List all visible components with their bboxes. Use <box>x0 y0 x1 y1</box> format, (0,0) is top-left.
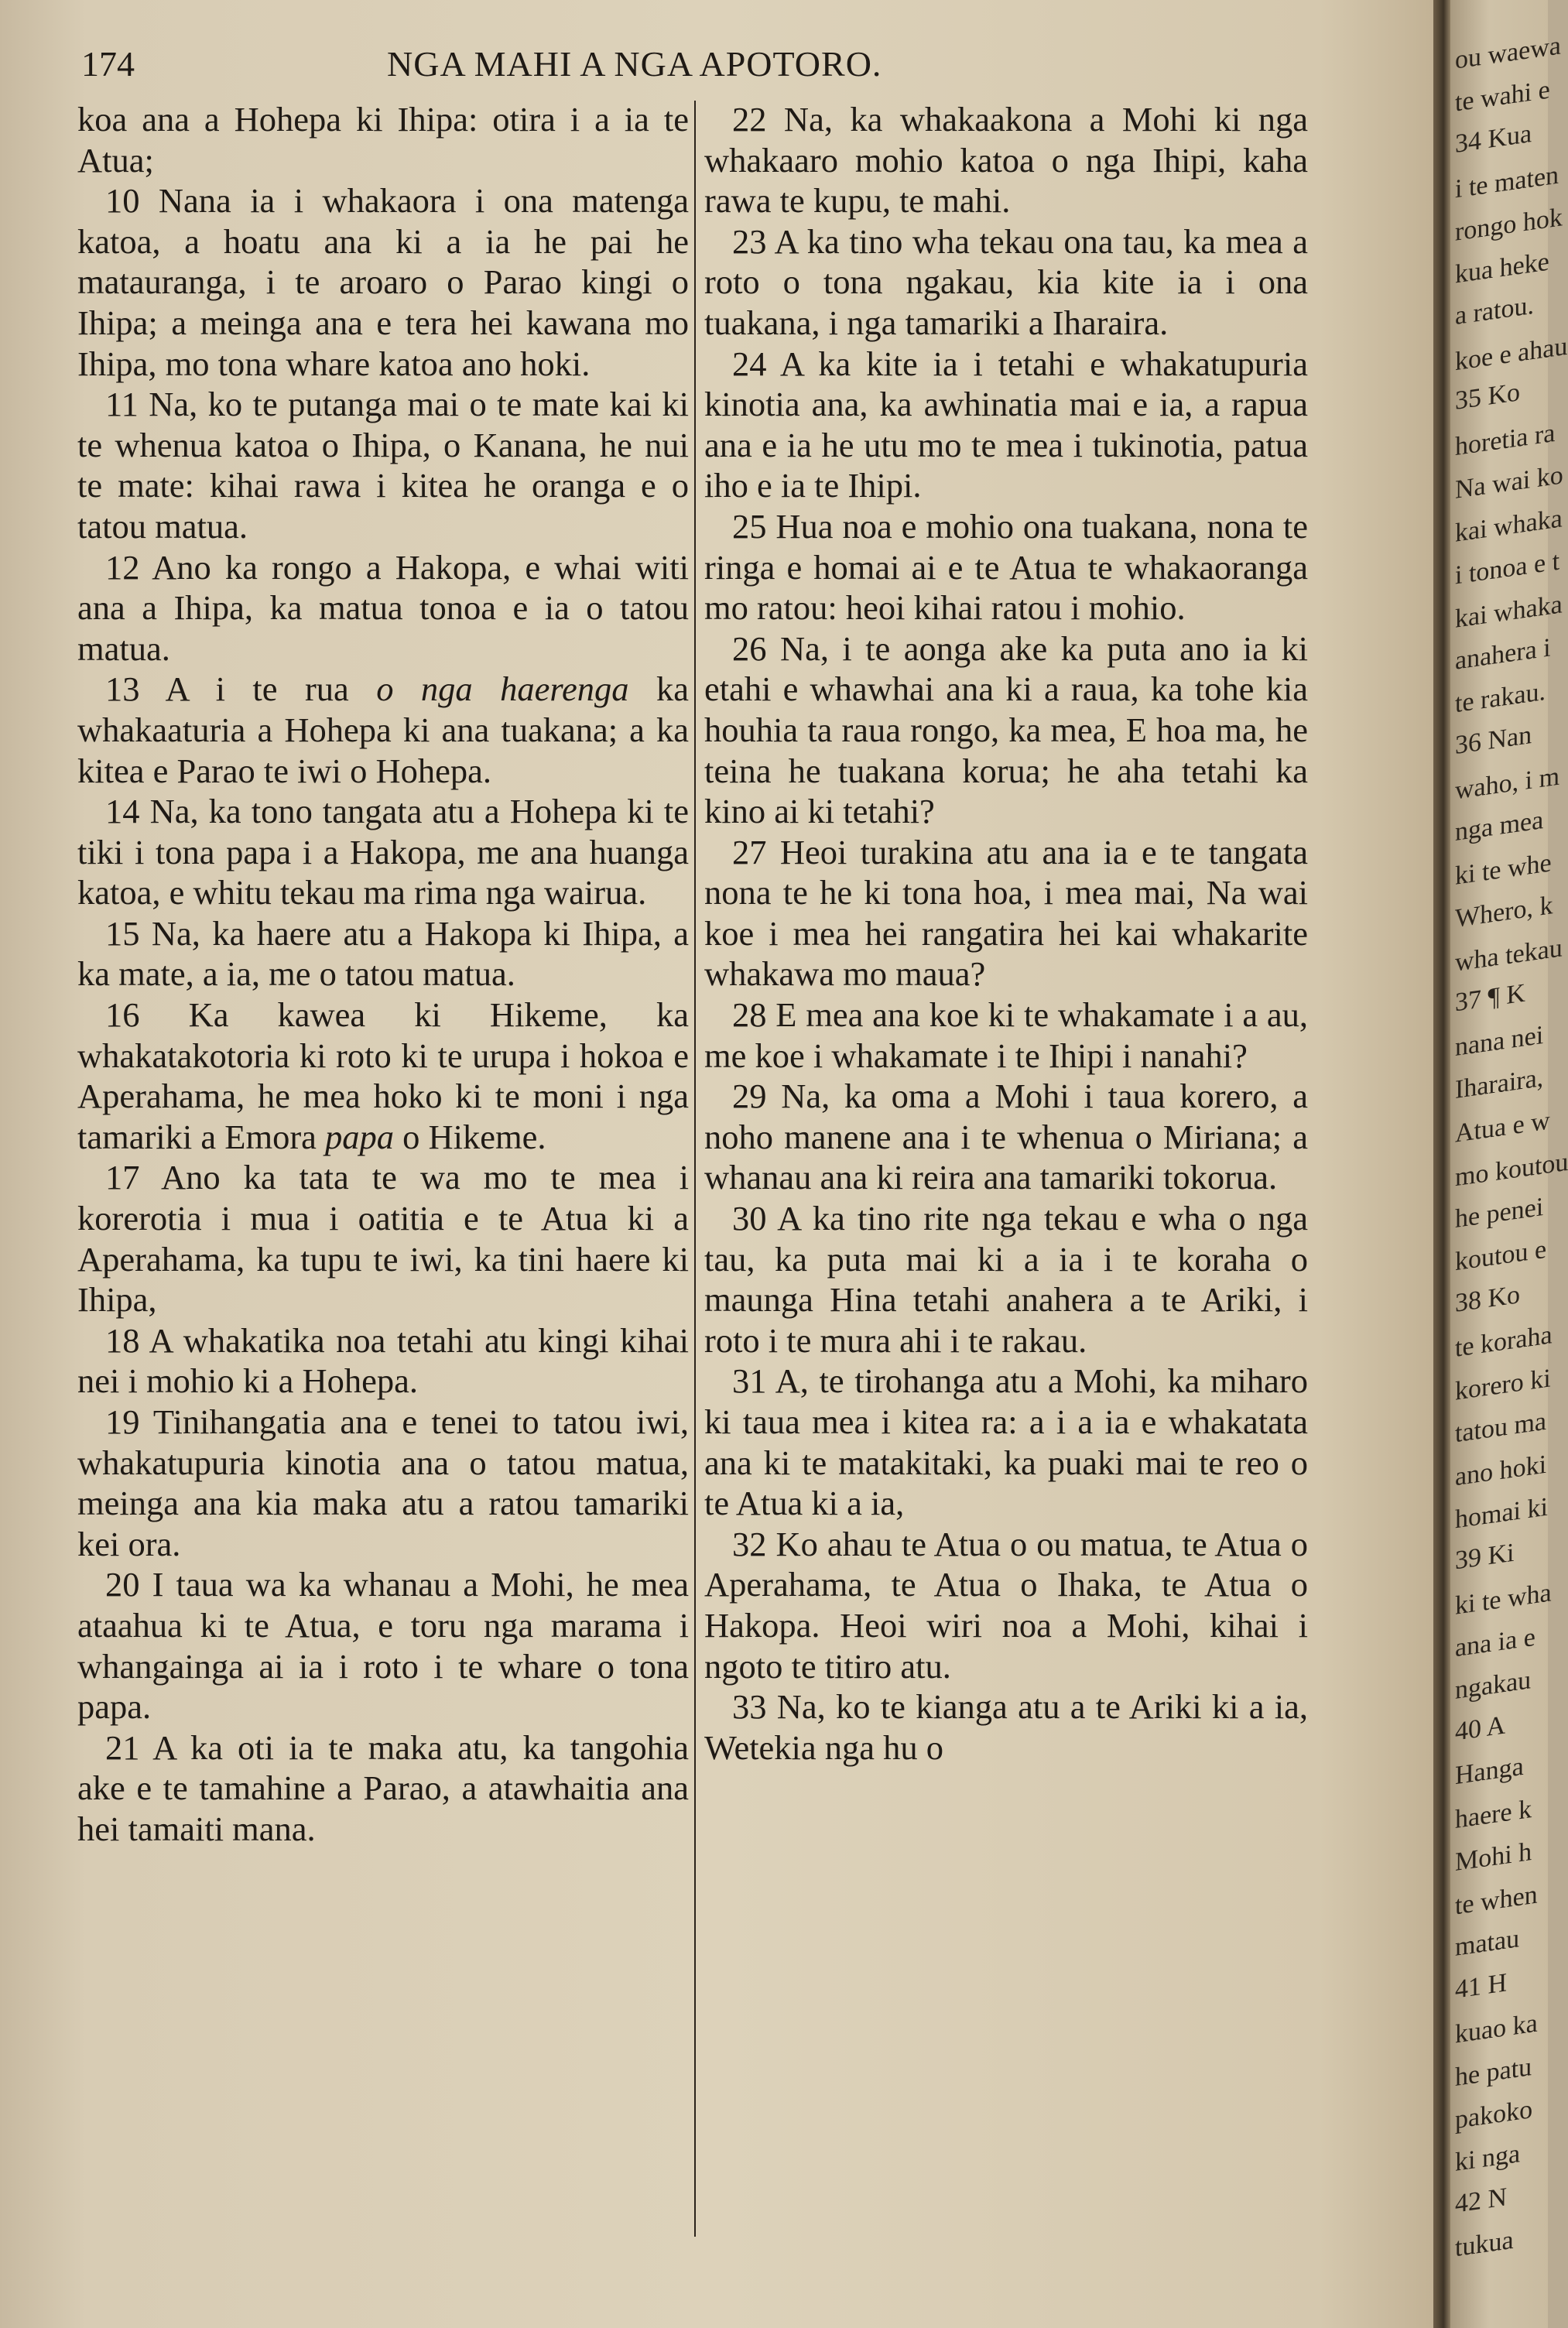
facing-page-edge <box>1450 0 1568 2328</box>
facing-page-line: ngakau <box>1455 1666 1532 1705</box>
facing-page-line: Atua e w <box>1455 1105 1550 1149</box>
right-column <box>704 99 1308 1768</box>
facing-page-line: 41 H <box>1455 1967 1508 2004</box>
facing-page-line: koutou e <box>1455 1234 1547 1277</box>
verse-text: 16 Ka kawea ki Hikeme, ka whakatakotoria ki roto ki te urupa i hokoa e Aperahama, he mea hoko ki te moni i nga tamariki a Emora <box>77 995 689 1156</box>
verse: 28 E mea ana koe ki te whakamate i a au, me koe i whakamate i te Ihipi i nanahi? <box>704 995 1308 1075</box>
facing-page-line: Iharaira, <box>1455 1063 1544 1105</box>
facing-page-line: te rakau. <box>1455 676 1546 718</box>
facing-page-line: 37 ¶ K <box>1455 978 1525 1018</box>
column-divider <box>694 101 696 2237</box>
left-column <box>77 99 689 1850</box>
verse-text: ka whakaaturia a Hohepa ki ana tuakana; a ka kitea e Parao te iwi o Hohepa. <box>77 669 689 790</box>
verse: 23 A ka tino wha tekau ona tau, ka mea a roto o tona ngakau, kia kite ia i ona tuakana, i nga tamariki a Iharaira. <box>704 221 1308 342</box>
facing-page-line: tatou ma <box>1455 1406 1547 1449</box>
facing-page-line: ou waewa <box>1455 31 1561 75</box>
page-number: 174 <box>81 44 135 84</box>
verse: koa ana a Hohepa ki Ihipa: otira i a ia te Atua; <box>77 100 689 180</box>
verse: 29 Na, ka oma a Mohi i taua korero, a noho manene ana i te whenua o Miriana; a whanau ana ki reira ana tamariki tokorua. <box>704 1077 1308 1197</box>
facing-page-line: Hanga <box>1455 1751 1524 1791</box>
verse: 30 A ka tino rite nga tekau e wha o nga tau, ka puta mai ki a ia i te koraha o maunga Hina tetahi anahera a te Ariki, i roto i te mura ahi i te rakau. <box>704 1199 1308 1360</box>
facing-page-line: te wahi e <box>1455 74 1550 118</box>
facing-page-line: Whero, k <box>1455 891 1553 933</box>
facing-page-line: ana ia e <box>1455 1622 1535 1662</box>
running-header: NGA MAHI A NGA APOTORO. <box>387 44 882 84</box>
facing-page-line: 35 Ko <box>1455 378 1521 416</box>
facing-page-line: korero ki <box>1455 1363 1551 1406</box>
facing-page-line: 39 Ki <box>1455 1538 1515 1575</box>
facing-page-line: ki nga <box>1455 2138 1521 2177</box>
facing-page-line: haere k <box>1455 1794 1532 1834</box>
facing-page-line: a ratou. <box>1455 290 1534 331</box>
verse: 14 Na, ka tono tangata atu a Hohepa ki te tiki i tona papa i a Hakopa, me ana huanga katoa, e whitu tekau ma rima nga wairua. <box>77 792 689 912</box>
facing-page-line: 42 N <box>1455 2182 1508 2219</box>
verse: 31 A, te tirohanga atu a Mohi, ka miharo ki taua mea i kitea ra: a i a ia e whakatata ana ki te matakitaki, ka puaki mai te reo o te Atua ki a ia, <box>704 1361 1308 1523</box>
facing-page-line: i te maten <box>1455 160 1559 204</box>
verse: 17 Ano ka tata te wa mo te mea i korerotia i mua i oatitia e te Atua ki a Aperahama, ka tupu te iwi, ka tini haere ki Ihipa, <box>77 1158 689 1320</box>
verse: 21 A ka oti ia te maka atu, ka tangohia ake e te tamahine a Parao, a atawhaitia ana hei tamaiti mana. <box>77 1727 689 1848</box>
facing-page-line: waho, i m <box>1455 762 1560 805</box>
facing-page-line: ki te wha <box>1455 1578 1552 1621</box>
facing-page-line: koe e ahau <box>1455 331 1568 376</box>
facing-page-line: kai whaka <box>1455 503 1563 548</box>
facing-page-line: mo koutou <box>1455 1147 1568 1193</box>
facing-page-line: kuao ka <box>1455 2008 1538 2049</box>
facing-page-line: he penei <box>1455 1192 1544 1234</box>
facing-page-line: he patu <box>1455 2052 1532 2092</box>
facing-page-line: 40 A <box>1455 1710 1506 1747</box>
facing-page-line: nana nei <box>1455 1020 1544 1062</box>
facing-page-line: kai whaka <box>1455 589 1563 634</box>
verse-text: o Hikeme. <box>394 1117 546 1156</box>
facing-page-line: te when <box>1455 1880 1538 1920</box>
verse-italic-text: papa <box>325 1117 395 1156</box>
verse: 33 Na, ko te kianga atu a te Ariki ki a ia, Wetekia nga hu o <box>704 1687 1308 1767</box>
verse: 20 I taua wa ka whanau a Mohi, he mea ataahua ki te Atua, e toru nga marama i whangainga ai ia i roto i te whare o tona papa. <box>77 1565 689 1727</box>
facing-page-line: 38 Ko <box>1455 1279 1521 1318</box>
verse-text: 13 A i te rua <box>105 669 377 709</box>
verse: 24 A ka kite ia i tetahi e whakatupuria kinotia ana, ka awhinatia mai e ia, a rapua ana e ia he utu mo te mea i tukinotia, patua iho e ia te Ihipi. <box>704 344 1308 505</box>
facing-page-line: rongo hok <box>1455 203 1563 247</box>
facing-page-line: 36 Nan <box>1455 721 1532 760</box>
verse: 10 Nana ia i whakaora i ona matenga katoa, a hoatu ana ki a ia he pai he matauranga, i te aroaro o Parao kingi o Ihipa; a meinga ana e tera hei kawana mo Ihipa, mo tona whare katoa ano hoki. <box>77 181 689 383</box>
facing-page-line: nga mea <box>1455 805 1544 847</box>
facing-page-line: tukua <box>1455 2225 1514 2262</box>
verse: 15 Na, ka haere atu a Hakopa ki Ihipa, a ka mate, a ia, me o tatou matua. <box>77 913 689 994</box>
facing-page-line: matau <box>1455 1924 1520 1962</box>
facing-page-line: ki te whe <box>1455 847 1552 891</box>
verse: 25 Hua noa e mohio ona tuakana, nona te ringa e homai ai e te Atua te whakaoranga mo ratou: heoi kihai ratou i mohio. <box>704 506 1308 628</box>
facing-page-line: anahera i <box>1455 633 1551 676</box>
verse: 19 Tinihangatia ana e tenei to tatou iwi, whakatupuria kinotia ana o tatou matua, meinga ana kia maka atu a ratou tamariki kei ora. <box>77 1402 689 1563</box>
facing-page-line: wha tekau <box>1455 933 1563 977</box>
verse: 27 Heoi turakina atu ana ia e te tangata nona te he ki tona hoa, i mea mai, Na wai koe i mea hei rangatira hei kai whakarite whakawa mo maua? <box>704 832 1308 994</box>
verse: 18 A whakatika noa tetahi atu kingi kihai nei i mohio ki a Hohepa. <box>77 1320 689 1401</box>
verse: 22 Na, ka whakaakona a Mohi ki nga whakaaro mohio katoa o nga Ihipi, kaha rawa te kupu, te mahi. <box>704 100 1308 221</box>
verse: 32 Ko ahau te Atua o ou matua, te Atua o Aperahama, te Atua o Ihaka, te Atua o Hakopa. Heoi wiri noa a Mohi, kihai i ngoto te titiro atu. <box>704 1524 1308 1686</box>
facing-page-line: i tonoa e t <box>1455 546 1560 591</box>
verse: 11 Na, ko te putanga mai o te mate kai ki te whenua katoa o Ihipa, o Kanana, he nui te mate: kihai rawa i kitea he oranga e o tatou matua. <box>77 385 689 546</box>
verse: 12 Ano ka rongo a Hakopa, e whai witi ana a Ihipa, ka matua tonoa e ia o tatou matua. <box>77 547 689 668</box>
facing-page-line: ano hoki <box>1455 1450 1547 1491</box>
verse-italic-text: o nga haerenga <box>376 669 629 709</box>
facing-page-line: kua heke <box>1455 246 1549 289</box>
facing-page-line: horetia ra <box>1455 418 1556 461</box>
verse <box>77 995 689 1157</box>
facing-page-line: 34 Kua <box>1455 119 1532 159</box>
facing-page-line: Na wai ko <box>1455 460 1563 505</box>
facing-page-line: te koraha <box>1455 1320 1553 1363</box>
facing-page-line: Mohi h <box>1455 1837 1532 1877</box>
facing-page-line: pakoko <box>1455 2094 1533 2135</box>
book-gutter <box>1433 0 1450 2328</box>
facing-page-line: homai ki <box>1455 1492 1548 1535</box>
verse: 26 Na, i te aonga ake ka puta ano ia ki etahi e whawhai ana ki a raua, ka tohe kia houhia ta raua rongo, ka mea, E hoa ma, he teina he tuakana korua; he aha tetahi ka kino ai ki tetahi? <box>704 628 1308 831</box>
verse <box>77 669 689 791</box>
